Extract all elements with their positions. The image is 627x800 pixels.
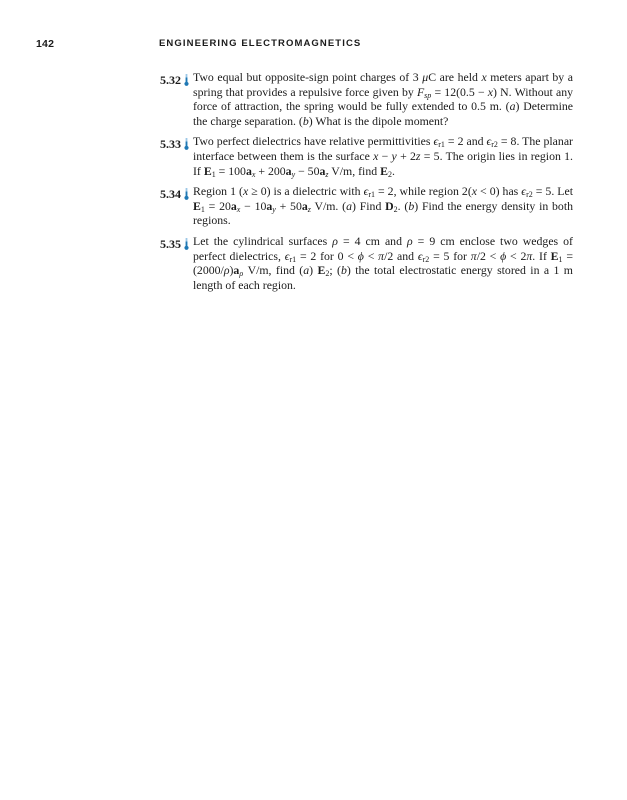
problem-number: 5.32	[160, 73, 181, 87]
thermometer-icon	[184, 138, 189, 150]
page-header	[0, 38, 627, 52]
running-head: ENGINEERING ELECTROMAGNETICS	[159, 38, 362, 49]
thermometer-icon	[184, 188, 189, 200]
page-number: 142	[36, 38, 55, 50]
thermometer-icon	[184, 238, 189, 250]
problem-number: 5.34	[160, 187, 181, 202]
problem-text: Two perfect dielectrics have relative permittivities $\epsilon_{r1} = 2$ and $\epsilon_{r2} = 8$. The planar interface between them is the surface x − y + 2z = 5. The origin lies in region 1. If $E_1 = 100a_x + 200a_y - 50a_z$ V/m, find $E_2$.	[193, 134, 573, 179]
problem-text: Two equal but opposite-sign point charges of 3 μC are held x meters apart by a spring that provides a repulsive force given by $F_{sp} = 12(0.5 - x)$ N. Without any force of attraction, the spring would be fully extended to 0.5 m. (a) Determine the charge separation. (b) What is the dipole moment?	[193, 70, 573, 128]
problem-text: Let the cylindrical surfaces ρ = 4 cm and ρ = 9 cm enclose two wedges of perfect dielectrics, $\epsilon_{r1} = 2$ for 0 < ϕ < π/2 and $\epsilon_{r2} = 5$ for π/2 < ϕ < 2π. If $E_1 = (2000/\rho)a_\rho$ V/m, find (a) $E_2$; (b) the total electrostatic energy stored in a 1 m length of each region.	[193, 233, 573, 292]
problem-5-35	[0, 234, 627, 292]
problem-number: 5.33	[160, 137, 181, 152]
thermometer-icon	[184, 74, 189, 86]
problem-5-34	[0, 184, 627, 228]
problem-text: Region 1 (x ≥ 0) is a dielectric with $\epsilon_{r1} = 2$, while region 2(x < 0) has $\epsilon_{r2} = 5$. Let $E_1 = 20a_x - 10a_y + 50a_z$ V/m. (a) Find $D_2$. (b) Find the energy density in both regions.	[193, 184, 574, 228]
problem-number: 5.35	[160, 236, 181, 251]
problem-list	[0, 70, 627, 298]
problem-5-32	[0, 70, 627, 128]
problem-5-33	[0, 134, 627, 178]
